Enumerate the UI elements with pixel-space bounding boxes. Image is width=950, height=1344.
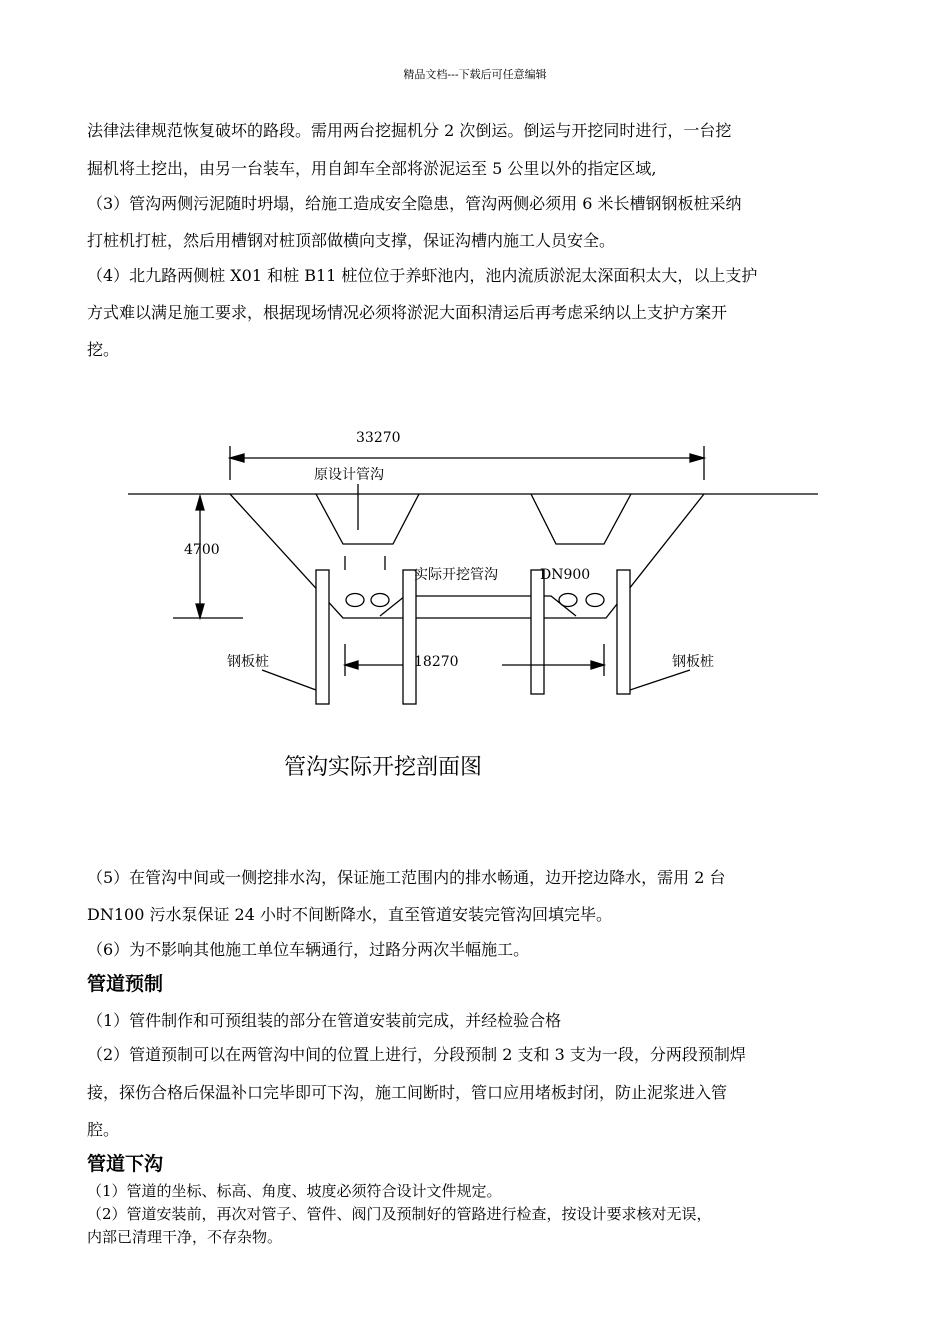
original-trench-label: 原设计管沟 <box>314 467 384 483</box>
actual-trench-outline <box>230 494 704 618</box>
original-trench-left <box>316 494 419 544</box>
paragraph-line: 接，探伤合格后保温补口完毕即可下沟，施工间断时，管口应用堵板封闭，防止泥浆进入管 <box>87 1083 728 1102</box>
paragraph-line: 内部已清理干净，不存杂物。 <box>87 1228 283 1246</box>
pipe <box>371 594 389 607</box>
original-trench-right <box>531 494 631 544</box>
pipe-label: DN900 <box>540 567 591 583</box>
sheet-pile <box>403 570 416 704</box>
pipe <box>586 594 604 607</box>
paragraph-line: （3）管沟两侧污泥随时坍塌，给施工造成安全隐患，管沟两侧必须用 6 米长槽钢钢板桩采纳 <box>87 194 742 213</box>
sheet-pile <box>617 570 630 694</box>
section-title: 管道预制 <box>87 973 164 995</box>
dim-left-label: 4700 <box>184 542 220 558</box>
pipe <box>559 594 577 607</box>
paragraph-line: 掘机将土挖出，由另一台装车，用自卸车全部将淤泥运至 5 公里以外的指定区域, <box>87 159 657 178</box>
paragraph-line: 挖。 <box>87 340 120 359</box>
paragraph-line: DN100 污水泵保证 24 小时不间断降水，直至管道安装完管沟回填完毕。 <box>87 905 612 924</box>
paragraph-line: （6）为不影响其他施工单位车辆通行，过路分两次半幅施工。 <box>87 940 530 959</box>
paragraph-line: （2）管道预制可以在两管沟中间的位置上进行，分段预制 2 支和 3 支为一段，分两段预制焊 <box>87 1045 746 1064</box>
section-title: 管道下沟 <box>87 1153 164 1175</box>
page-header: 精品文档---下载后可任意编辑 <box>403 68 547 81</box>
pipe <box>346 594 364 607</box>
sheet-pile <box>316 570 329 704</box>
diagram-caption: 管沟实际开挖剖面图 <box>284 755 483 780</box>
paragraph-line: 法律法律规范恢复破坏的路段。需用两台挖掘机分 2 次倒运。倒运与开挖同时进行，一台挖 <box>87 121 732 140</box>
paragraph-line: （1）管件制作和可预组装的部分在管道安装前完成，并经检验合格 <box>87 1011 562 1030</box>
sheet-pile-label-right: 钢板桩 <box>672 654 714 670</box>
paragraph-line: （1）管道的坐标、标高、角度、坡度必须符合设计文件规定。 <box>87 1182 502 1200</box>
paragraph-line: 方式难以满足施工要求，根据现场情况必须将淤泥大面积清运后再考虑采纳以上支护方案开 <box>87 303 728 322</box>
dim-bottom-label: 18270 <box>414 654 459 670</box>
paragraph-line: （5）在管沟中间或一侧挖排水沟，保证施工范围内的排水畅通，边开挖边降水，需用 2 台 <box>87 868 726 887</box>
paragraph-line: （2）管道安装前，再次对管子、管件、阀门及预制好的管路进行检查，按设计要求核对无误， <box>87 1205 712 1223</box>
paragraph-line: 打桩机打桩，然后用槽钢对桩顶部做横向支撑，保证沟槽内施工人员安全。 <box>87 231 616 250</box>
sheet-pile <box>531 570 544 694</box>
paragraph-line: （4）北九路两侧桩 X01 和桩 B11 桩位位于养虾池内，池内流质淤泥太深面积太大，以上支护 <box>87 266 758 285</box>
sheet-pile-label-left: 钢板桩 <box>227 654 269 670</box>
actual-trench-label: 实际开挖管沟 <box>414 567 498 583</box>
dim-top-label: 33270 <box>356 430 401 446</box>
paragraph-line: 腔。 <box>87 1120 120 1139</box>
